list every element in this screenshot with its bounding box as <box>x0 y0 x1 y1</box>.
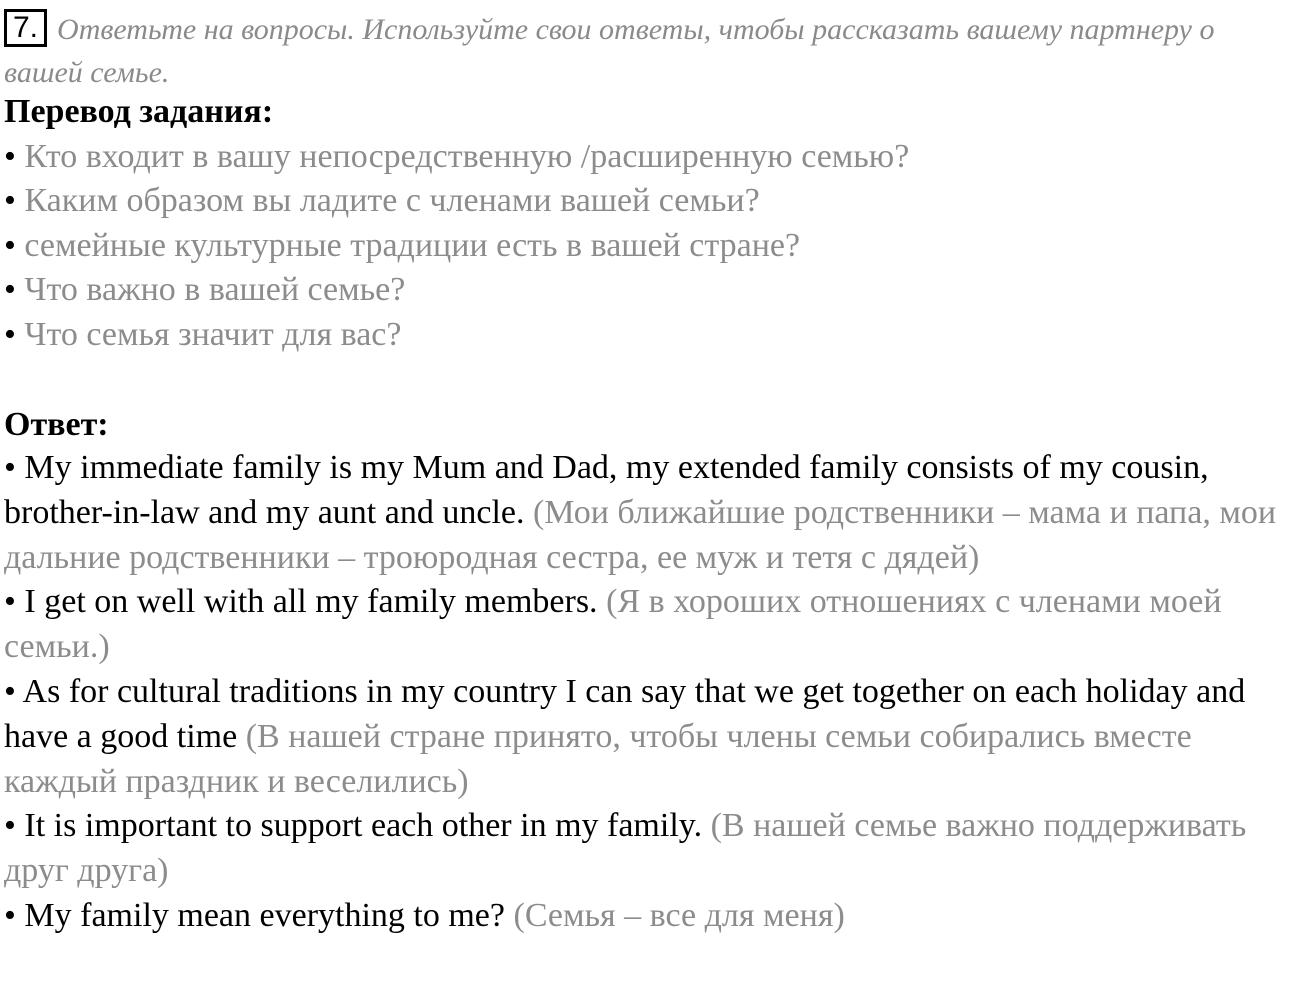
question-item: • семейные культурные традиции есть в вашей стране? <box>4 227 801 264</box>
translation-heading: Перевод задания: <box>4 93 274 130</box>
answer-item: • As for cultural traditions in my country I can say that we get together on each holiday and have a good time (В нашей стране принято, чтобы члены семьи собирались вместе каждый праздник и веселились) <box>4 672 1246 800</box>
answer-heading: Ответ: <box>4 406 109 443</box>
question-item: • Что семья значит для вас? <box>4 316 402 353</box>
answer-english: It is important to support each other in my family. <box>24 807 703 845</box>
question-text: Кто входит в вашу непосредственную /расширенную семью? <box>24 138 910 175</box>
question-item: • Что важно в вашей семье? <box>4 271 406 308</box>
answer-english: My family mean everything to me? <box>24 896 505 934</box>
answer-russian: (Я в хороших отношениях с членами моей семьи.) <box>4 583 1222 666</box>
answer-list <box>4 446 1296 939</box>
task-instruction: Ответьте на вопросы. Используйте свои ответы, чтобы рассказать вашему партнеру о вашей семье. <box>4 13 1215 89</box>
question-item: • Кто входит в вашу непосредственную /расширенную семью? <box>4 138 910 175</box>
question-text: семейные культурные традиции есть в вашей стране? <box>24 227 801 264</box>
answer-russian: (В нашей стране принято, чтобы члены семьи собирались вместе каждый праздник и веселились) <box>4 717 1192 800</box>
answer-item: • It is important to support each other in my family. (В нашей семье важно поддерживать друг друга) <box>4 807 1247 890</box>
answer-russian: (Мои ближайшие родственники – мама и папа, мои дальние родственники – троюродная сестра, ее муж и тетя с дядей) <box>4 493 1277 576</box>
answer-item: • I get on well with all my family members. (Я в хороших отношениях с членами моей семьи.) <box>4 583 1222 666</box>
task-number-box: 7. <box>4 9 47 47</box>
answer-english: I get on well with all my family members. <box>24 583 598 621</box>
answer-english: As for cultural traditions in my country I can say that we get together on each holiday and have a good time <box>4 672 1246 755</box>
answer-russian: (Семья – все для меня) <box>513 896 845 934</box>
question-text: Что семья значит для вас? <box>24 316 402 353</box>
answer-item: • My family mean everything to me? (Семья – все для меня) <box>4 896 845 934</box>
question-item: • Каким образом вы ладите с членами вашей семьи? <box>4 182 760 219</box>
answer-item: • My immediate family is my Mum and Dad, my extended family consists of my cousin, brother-in-law and my aunt and uncle. (Мои ближайшие родственники – мама и папа, мои дальние родственники – троюродная сестра, ее муж и тетя с дядей) <box>4 449 1277 576</box>
task-instruction-block <box>4 8 1294 94</box>
question-text: Что важно в вашей семье? <box>24 271 406 308</box>
answer-russian: (В нашей семье важно поддерживать друг друга) <box>4 807 1247 890</box>
question-text: Каким образом вы ладите с членами вашей семьи? <box>24 182 760 219</box>
answer-english: My immediate family is my Mum and Dad, my extended family consists of my cousin, brother-in-law and my aunt and uncle. <box>4 449 1209 531</box>
